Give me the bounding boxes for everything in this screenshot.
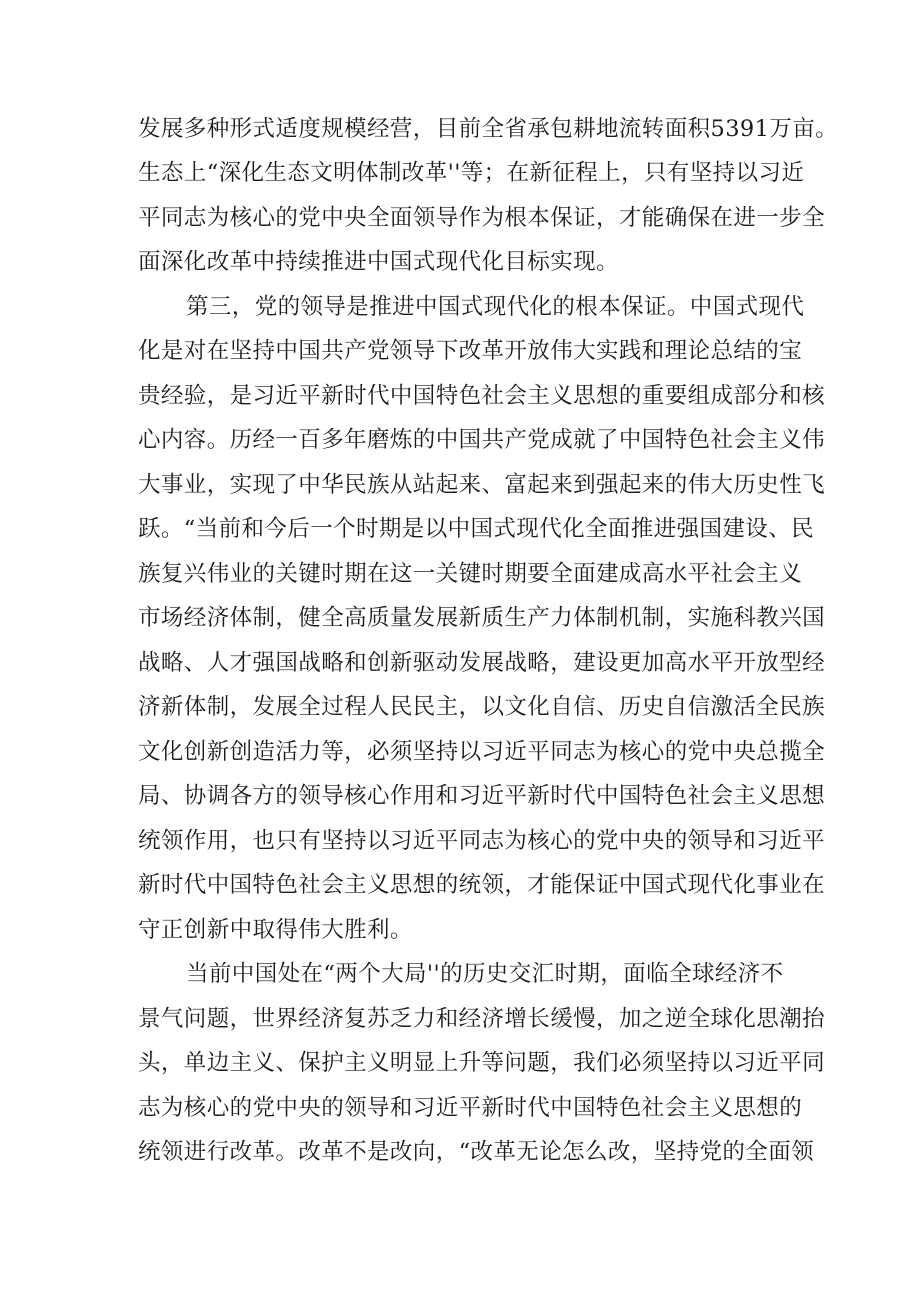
text-line: 战略、人才强国战略和创新驱动发展战略，建设更加高水平开放型经 bbox=[138, 650, 826, 676]
text-line: 统领进行改革。改革不是改向，“改革无论怎么改，坚持党的全面领 bbox=[138, 1139, 815, 1165]
text-line: 头，单边主义、保护主义明显上升等问题，我们必须坚持以习近平同 bbox=[138, 1050, 826, 1076]
text-line: 志为核心的党中央的领导和习近平新时代中国特色社会主义思想的 bbox=[138, 1095, 803, 1121]
text-line: 生态上“深化生态文明体制改革''等；在新征程上，只有坚持以习近 bbox=[138, 160, 805, 186]
text-line: 第三，党的领导是推进中国式现代化的根本保证。中国式现代 bbox=[186, 294, 805, 320]
text-line: 市场经济体制，健全高质量发展新质生产力体制机制，实施科教兴国 bbox=[138, 605, 826, 631]
text-line: 发展多种形式适度规模经营，目前全省承包耕地流转面积5391万亩。 bbox=[138, 116, 839, 142]
text-line: 大事业，实现了中华民族从站起来、富起来到强起来的伟大历史性飞 bbox=[138, 472, 826, 498]
text-line: 族复兴伟业的关键时期在这一关键时期要全面建成高水平社会主义 bbox=[138, 561, 803, 587]
text-line: 平同志为核心的党中央全面领导作为根本保证，才能确保在进一步全 bbox=[138, 205, 826, 231]
text-line: 济新体制，发展全过程人民民主，以文化自信、历史自信激活全民族 bbox=[138, 694, 826, 720]
text-line: 心内容。历经一百多年磨炼的中国共产党成就了中国特色社会主义伟 bbox=[138, 427, 826, 453]
text-line: 当前中国处在“两个大局''的历史交汇时期，面临全球经济不 bbox=[186, 961, 784, 987]
text-line: 统领作用，也只有坚持以习近平同志为核心的党中央的领导和习近平 bbox=[138, 828, 826, 854]
text-line: 化是对在坚持中国共产党领导下改革开放伟大实践和理论总结的宝 bbox=[138, 338, 803, 364]
text-line: 跃。“当前和今后一个时期是以中国式现代化全面推进强国建设、民 bbox=[138, 516, 815, 542]
text-line: 文化创新创造活力等，必须坚持以习近平同志为核心的党中央总揽全 bbox=[138, 739, 826, 765]
text-line: 贵经验，是习近平新时代中国特色社会主义思想的重要组成部分和核 bbox=[138, 383, 826, 409]
text-line: 面深化改革中持续推进中国式现代化目标实现。 bbox=[138, 249, 619, 275]
text-line: 景气问题，世界经济复苏乏力和经济增长缓慢，加之逆全球化思潮抬 bbox=[138, 1006, 826, 1032]
text-line: 局、协调各方的领导核心作用和习近平新时代中国特色社会主义思想 bbox=[138, 783, 826, 809]
text-line: 新时代中国特色社会主义思想的统领，才能保证中国式现代化事业在 bbox=[138, 872, 826, 898]
text-line: 守正创新中取得伟大胜利。 bbox=[138, 917, 413, 943]
